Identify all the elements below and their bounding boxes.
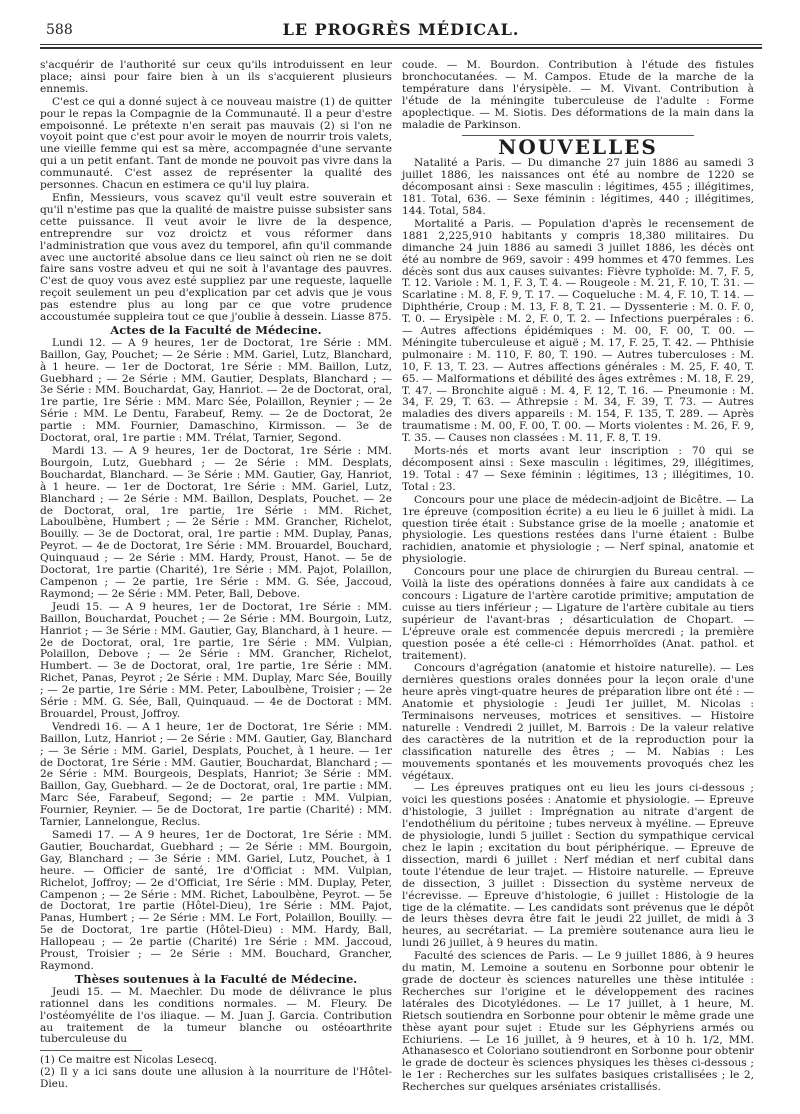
acts-entry: Samedi 17. — A 9 heures, 1er de Doctorat, 1re Série : MM. Gautier, Bouchardat, Guebhard ; — 2e Série : MM. Bourgoin, Gay, Blanchard ; — 3e Série : MM. Gariel, Lutz, Pouchet, à 1 heure. — Officier de santé, 1re d'Officiat : MM. Vulpian, Richelot, Joffroy; — 2e d'Officiat, 1re Série : MM. Duplay, Peter, Campenon ; — 2e Série : MM. Richet, Laboulbène, Peyrot. — 5e de Doctorat, 1re partie (Hôtel-Dieu), 1re Série : MM. Pajot, Panas, Humbert ; — 2e Série : MM. Le Fort, Polaillon, Bouilly. — 5e de Doctorat, 1re partie (Hôtel-Dieu) : MM. Hardy, Ball, Hallopeau ; — 2e partie (Charité) 1re Série : MM. Jaccoud, Proust, Troisier ; — 2e Série : MM. Bouchard, Grancher, Raymond. [40, 829, 392, 972]
news-paragraph: — Les épreuves pratiques ont eu lieu les jours ci-dessous ; voici les questions posées : Anatomie et physiologie. — Epreuve d'histologie, 3 juillet : Imprégnation au nitrate d'argent de l'endothélium du péritoine ; tubes nerveux à myéline. — Epreuve de physiologie, lundi 5 juillet : Section du sympathique cervical chez le lapin ; excitation du bout périphérique. — Epreuve de dissection, mardi 6 juillet : Nerf médian et nerf cubital dans toute l'étendue de leur trajet. — Histoire naturelle. — Epreuve de dissection, 3 juillet : Dissection du système nerveux de l'écrevisse. — Epreuve d'histologie, 6 juillet : Histologie de la tige de la clématite. — Les candidats sont prévenus que le dépôt de leurs thèses devra être fait le jeudi 22 juillet, de midi à 3 heures, au secrétariat. — La première soutenance aura lieu le lundi 26 juillet, à 9 heures du matin. [402, 782, 754, 950]
footnote-1: (1) Ce maitre est Nicolas Lesecq. [40, 1054, 218, 1067]
footnotes [40, 1054, 392, 1090]
paragraph: C'est ce qui a donné suject à ce nouveau maistre (1) de quitter pour le repas la Compagnie de la Communauté. Il a peur d'estre empoisonné. Le prétexte n'en serait pas mauvais (2) si l'on ne voyoit point que c'est pour avoir le moyen de nourrir trois valets, une vieille femme qui est sa mère, accompagnée d'une servante qui a un petit enfant. Tant de monde ne pouvoit pas vivre dans la communauté. C'est assez de représenter la qualité des personnes. Chacun en estimera ce qu'il luy plaira. [40, 95, 392, 192]
paragraph: coude. — M. Bourdon. Contribution à l'étude des fistules bronchocutanées. — M. Campos. Etude de la marche de la température dans l'érysipèle. — M. Vivant. Contribution à l'étude de la méningite tuberculeuse de l'adulte : Forme apoplectique. — M. Siotis. Des déformations de la main dans la maladie de Parkinson. [402, 59, 754, 131]
footnote-rule [40, 1050, 142, 1051]
news-paragraph: Natalité a Paris. — Du dimanche 27 juin 1886 au samedi 3 juillet 1886, les naissances ont été au nombre de 1220 se décomposant ainsi : Sexe masculin : légitimes, 455 ; illégitimes, 181. Total, 636. — Sexe féminin : légitimes, 440 ; illégitimes, 144. Total, 584. [402, 157, 754, 217]
section-heading-actes: Actes de la Faculté de Médecine. [110, 322, 322, 337]
page-number: 588 [46, 22, 73, 38]
news-paragraph: Mortalité a Paris. — Population d'après le recensement de 1881 2,225,910 habitants y compris 18,380 militaires. Du dimanche 24 juin 1886 au samedi 3 juillet 1886, les décès ont été au nombre de 969, savoir : 499 hommes et 470 femmes. Les décès sont dus aux causes suivantes: Fièvre typhoïde: M. 7, F. 5, T. 12. Variole : M. 1, F. 3, T. 4. — Rougeole : M. 21, F. 10, T. 31. — Scarlatine : M. 8, F. 9, T. 17. — Coqueluche : M. 4, F. 10, T. 14. — Diphthérie, Croup : M. 13, F. 8, T. 21. — Dyssenterie : M. 0. F. 0, T. 0. — Erysipèle : M. 2, F. 0, T. 2. — Infections puerpérales : 6. — Autres affections épidémiques : M. 00, F. 00, T. 00. — Méningite tuberculeuse et aiguë ; M. 17, F. 25, T. 42. — Phthisie pulmonaire : M. 110, F. 80, T. 190. — Autres tuberculoses : M. 10, F. 13, T. 23. — Autres affections générales : M. 25, F. 40, T. 65. — Malformations et débilité des âges extrêmes : M. 18, F. 29, T. 47. — Bronchite aiguë : M. 4, F. 12, T. 16. — Pneumonie : M. 34, F. 29, T. 63. — Athrepsie : M. 34, F. 39, T. 73. — Autres maladies des divers appareils : M. 154, F. 135, T. 289. — Après traumatisme : M. 00, F. 00, T. 00. — Morts violentes : M. 26, F. 9, T. 35. — Causes non classées : M. 11, F. 8, T. 19. [402, 217, 754, 445]
header-rule-thick [40, 47, 762, 49]
acts-entry: Vendredi 16. — A 1 heure, 1er de Doctorat, 1re Série : MM. Baillon, Lutz, Hanriot ; — 2e Série : MM. Gautier, Gay, Blanchard ; — 3e Série : MM. Gariel, Desplats, Pouchet, à 1 heure. — 1er de Doctorat, 1re Série : MM. Gautier, Bouchardat, Blanchard ; — 2e Série : MM. Bourgeois, Desplats, Hanriot; 3e Série : MM. Baillon, Gay, Guebhard. — 2e de Doctorat, oral, 1re partie : MM. Marc Sée, Farabeuf, Segond; — 2e partie : MM. Vulpian, Fournier, Reynier. — 5e de Doctorat, 1re partie (Charité) : MM. Tarnier, Lannelongue, Reclus. [40, 720, 392, 829]
news-paragraph: Morts-nés et morts avant leur inscription : 70 qui se décomposent ainsi : Sexe masculin : légitimes, 29, illégitimes, 19. Total : 47 — Sexe féminin : légitimes, 13 ; illégitimes, 10. Total : 23. [402, 445, 754, 493]
running-title: LE PROGRÈS MÉDICAL. [282, 20, 520, 39]
right-column [402, 60, 754, 1095]
news-paragraph: Faculté des sciences de Paris. — Le 9 juillet 1886, à 9 heures du matin, M. Lemoine a soutenu en Sorbonne pour obtenir le grade de docteur ès sciences naturelles une thèse intitulée : Recherches sur l'origine et le développement des racines latérales des Dicotylédones. — Le 17 juillet, à 1 heure, M. Rietsch soutiendra en Sorbonne pour obtenir le même grade une thèse ayant pour sujet : Etude sur les Géphyriens armés ou Echiuriens. — Le 16 juillet, à 9 heures, et à 10 h. 1/2, MM. Athanasesco et Coloriano soutiendront en Sorbonne pour obtenir le grade de docteur ès sciences physiques les thèses ci-dessous ; le 1er : Recherches sur les sulfates basiques cristallisées ; le 2, Recherches sur quelques arséniates cristallisés. [402, 950, 754, 1094]
section-heading-nouvelles: NOUVELLES [498, 135, 658, 160]
footnote-2: (2) Il y a ici sans doute une allusion à la nourriture de l'Hôtel-Dieu. [40, 1066, 392, 1091]
news-paragraph: Concours pour une place de chirurgien du Bureau central. — Voilà la liste des opérations données à faire aux candidats à ce concours : Ligature de l'artère carotide primitive; amputation de cuisse au tiers inférieur ; — Ligature de l'artère cubitale au tiers supérieur de l'avant-bras ; désarticulation de Chopart. — L'épreuve orale est commencée depuis mercredi ; la première question posée a été celle-ci : Hémorrhoïdes (Anat. pathol. et traitement). [402, 566, 754, 662]
paragraph: Enfin, Messieurs, vous scavez qu'il veult estre souverain et qu'il n'estime pas que la qualité de maistre puisse subsister sans cette puissance. Il veut avoir le livre de la despence, entreprendre sur voz droictz et vous réformer dans l'administration que vous avez du temporel, afin qu'il commande avec une auctorité absolue dans ce lieu sainct où rien ne se doit faire sans vostre adveu et qui ne soit à l'avantage des pauvres. C'est de quoy vous avez esté suppliez par une requeste, laquelle reçoit seulement un peu d'explication par cet advis que je vous pas estendre plus au long par ce que votre prudence accoustumée suppleira tout ce que j'oublie à dessein. Liasse 875. [40, 191, 392, 324]
section-heading-theses: Thèses soutenues à la Faculté de Médecine. [74, 971, 358, 986]
page-header [36, 18, 766, 42]
news-paragraph: Concours d'agrégation (anatomie et histoire naturelle). — Les dernières questions orales données pour la leçon orale d'une heure après vingt-quatre heures de préparation libre ont été : — Anatomie et physiologie : Jeudi 1er juillet, M. Nicolas : Terminaisons nerveuses, motrices et sensitives. — Histoire naturelle : Vendredi 2 juillet, M. Barrois : De la valeur relative des caractères de la nutrition et de la reproduction pour la classification naturelle des êtres ; — M. Nabias : Les mouvements spontanés et les mouvements provoqués chez les végétaux. [402, 662, 754, 782]
acts-entry: Mardi 13. — A 9 heures, 1er de Doctorat, 1re Série : MM. Bourgoin, Lutz, Guebhard ; — 2e Série : MM. Desplats, Bouchardat, Blanchard. — 3e Série : MM. Gautier, Gay, Hanriot, à 1 heure. — 1er de Doctorat, 1re Série : MM. Gariel, Lutz, Blanchard ; — 2e Série : MM. Baillon, Desplats, Pouchet. — 2e de Doctorat, oral, 1re partie, 1re Série : MM. Richet, Laboulbène, Humbert ; — 2e Série : MM. Grancher, Richelot, Bouilly. — 3e de Doctorat, oral, 1re partie : MM. Duplay, Panas, Peyrot. — 4e de Doctorat, 1re Série : MM. Brouardel, Bouchard, Quinquaud ; — 2e Série : MM. Hardy, Proust, Hanot. — 5e de Doctorat, 1re partie (Charité), 1re Série : MM. Pajot, Polaillon, Campenon ; — 2e partie, 1re Série : MM. G. Sée, Jaccoud, Raymond; — 2e Série : MM. Peter, Ball, Debove. [40, 445, 392, 600]
header-rule [40, 44, 762, 45]
acts-entry: Jeudi 15. — A 9 heures, 1er de Doctorat, 1re Série : MM. Baillon, Bouchardat, Pouchet ; — 2e Série : MM. Bourgoin, Lutz, Hanriot ; — 3e Série : MM. Gautier, Gay, Blanchard, à 1 heure. — 2e de Doctorat, oral, 1re partie, 1re Série : MM. Vulpian, Polaillon, Debove ; — 2e Série : MM. Grancher, Richelot, Humbert. — 3e de Doctorat, oral, 1re partie, 1re Série : MM. Richet, Panas, Peyrot ; 2e Série : MM. Duplay, Marc Sée, Bouilly ; — 2e partie, 1re Série : MM. Peter, Laboulbène, Troisier ; — 2e Série : MM. G. Sée, Ball, Quinquaud. — 4e de Doctorat : MM. Brouardel, Proust, Joffroy. [40, 600, 392, 720]
news-paragraph: Concours pour une place de médecin-adjoint de Bicêtre. — La 1re épreuve (composition écrite) a eu lieu le 6 juillet à midi. La question tirée était : Substance grise de la moelle ; anatomie et physiologie. Les questions restées dans l'urne étaient : Bulbe rachidien, anatomie et physiologie ; — Nerf spinal, anatomie et physiologie. [402, 493, 754, 566]
acts-entry: Lundi 12. — A 9 heures, 1er de Doctorat, 1re Série : MM. Baillon, Gay, Pouchet; — 2e Série : MM. Gariel, Lutz, Blanchard, à 1 heure. — 1er de Doctorat, 1re Série : MM. Baillon, Lutz, Guebhard ; — 2e Série : MM. Gautier, Desplats, Blanchard ; — 3e Série : MM. Bouchardat, Gay, Hanriot. — 2e de Doctorat, oral, 1re partie, 1re Série : MM. Marc Sée, Polaillon, Reynier ; — 2e Série : MM. Le Dentu, Farabeuf, Remy. — 2e de Doctorat, 2e partie : MM. Fournier, Damaschino, Kirmisson. — 3e de Doctorat, oral, 1re partie : MM. Trélat, Tarnier, Segond. [40, 336, 392, 445]
left-column [40, 60, 392, 1090]
theses-paragraph: Jeudi 15. — M. Maechler. Du mode de délivrance le plus rationnel dans les conditions normales. — M. Fleury. De l'ostéomyélite de l'os iliaque. — M. Juan J. Garcia. Contribution au traitement de la tumeur blanche ou ostéoarthrite tuberculeuse du [40, 985, 392, 1046]
paragraph: s'acquérir de l'authorité sur ceux qu'ils introduissent en leur place; ainsi pour faire bien à un ils s'acquierent plusieurs ennemis. [40, 59, 392, 95]
